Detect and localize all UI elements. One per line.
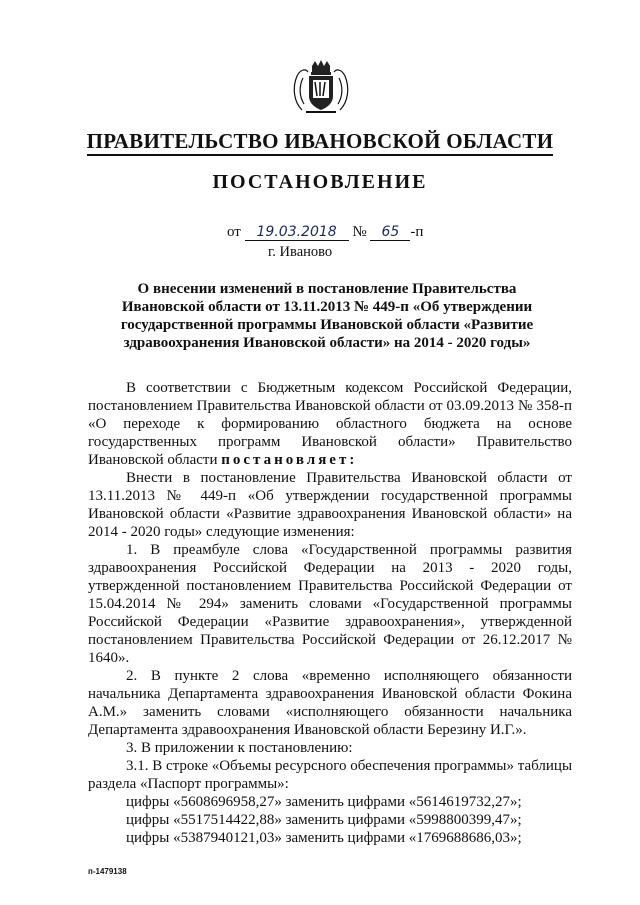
item-2-paragraph: 2. В пункте 2 слова «временно исполняющего обязанности начальника Департамента здравоохранения Ивановской области Фокина А.М.» заменить словами «исполняющего обязанности начальника Департамента здравоохранения Ивановской области Березину И.Г.». [88, 668, 572, 738]
decree-word: постановляет: [221, 452, 358, 468]
government-title: ПРАВИТЕЛЬСТВО ИВАНОВСКОЙ ОБЛАСТИ [0, 129, 640, 154]
number-suffix: -п [410, 224, 424, 240]
replacement-line: цифры «5608696958,27» заменить цифрами «5614619732,27»; [126, 794, 522, 810]
item-3-1-paragraph: 3.1. В строке «Объемы ресурсного обеспечения программы» таблицы раздела «Паспорт программы»: [88, 758, 573, 792]
ivanovo-coat-of-arms-icon [288, 58, 354, 118]
date-number-line [227, 224, 423, 241]
item-3-paragraph: 3. В приложении к постановлению: [126, 740, 353, 756]
intro-paragraph: Внести в постановление Правительства Ивановской области от 13.11.2013 № 449-п «Об утверждении государственной программы Ивановской области «Развитие здравоохранения Ивановской области» на 2014 - 2020 годы» следующие изменения: [88, 470, 572, 540]
city-line: г. Иваново [268, 244, 333, 260]
preamble-text: В соответствии с Бюджетным кодексом Российской Федерации, постановлением Правительства Ивановской области от 03.09.2013 № 358-п «О переходе к формированию областного бюджета на основе государственных программ Ивановской области» Правительство Ивановской области [88, 380, 572, 468]
document-code: п-1479138 [88, 867, 127, 876]
preamble-paragraph [88, 379, 572, 469]
replacement-line: цифры «5387940121,03» заменить цифрами «1769688686,03»; [126, 830, 522, 846]
date-prefix: от [227, 224, 241, 240]
decree-number: 65 [370, 224, 410, 241]
decree-subject: О внесении изменений в постановление Правительства Ивановской области от 13.11.2013 № 449-п «Об утверждении государственной программы Ивановской области «Развитие здравоохранения Ивановской области» на 2014 - 2020 годы» [120, 281, 534, 351]
decree-date: 19.03.2018 [245, 224, 349, 241]
replacement-line: цифры «5517514422,88» заменить цифрами «5998800399,47»; [126, 812, 522, 828]
document-type-title: ПОСТАНОВЛЕНИЕ [212, 171, 428, 193]
item-1-paragraph: 1. В преамбуле слова «Государственной программы развития здравоохранения Российской Федерации на 2013 - 2020 годы, утвержденной постановлением Правительства Российской Федерации от 15.04.2014 № 294» заменить словами «Государственной программы Российской Федерации «Развитие здравоохранения», утвержденной постановлением Правительства Российской Федерации от 26.12.2017 № 1640». [88, 542, 572, 666]
decree-body [88, 379, 572, 847]
number-label: № [352, 224, 367, 240]
